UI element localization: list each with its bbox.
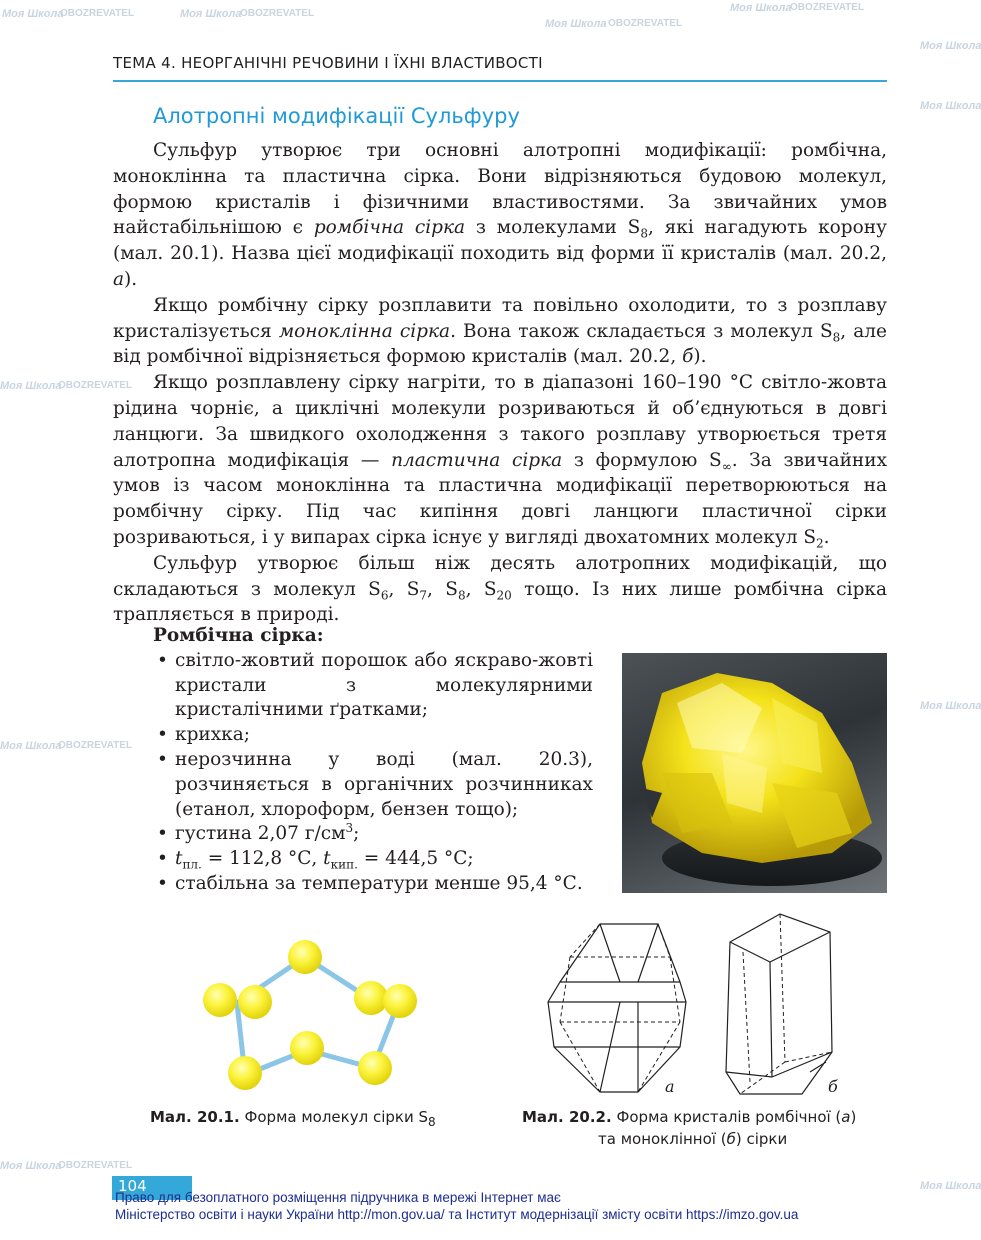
watermark: Моя Школа [180, 8, 242, 20]
body-text [113, 138, 887, 628]
section-title: Алотропні модифікації Сульфуру [153, 104, 520, 128]
watermark: Моя Школа [2, 8, 64, 20]
watermark: OBOZREVATEL [58, 380, 133, 391]
monoclinic-crystal [726, 914, 832, 1094]
s8-molecule-diagram [195, 935, 435, 1100]
sulfur-crystal-image [622, 653, 887, 893]
sulfur-atom [354, 981, 388, 1015]
footer-line: Право для безоплатного розміщення підручника в мережі Інтернет має [115, 1190, 561, 1205]
chapter-header: ТЕМА 4. НЕОРГАНІЧНІ РЕЧОВИНИ І ЇХНІ ВЛАСТИВОСТІ [113, 54, 543, 72]
watermark: Моя Школа [920, 40, 981, 52]
watermark: OBOZREVATEL [60, 8, 135, 19]
list-item: • світло-жовтий порошок або яскраво-жовті кристали з молекулярними кристалічними ґратками; [153, 649, 593, 723]
watermark: OBOZREVATEL [790, 2, 865, 13]
sulfur-atom [203, 983, 237, 1017]
page-number: 104 [118, 1177, 147, 1195]
watermark: Моя Школа [0, 740, 62, 752]
list-item: • стабільна за температури менше 95,4 °С. [153, 872, 593, 897]
header-divider [113, 80, 887, 82]
sulfur-atom [228, 1056, 262, 1090]
paragraph: Сульфур утворює три основні алотропні модифікації: ромбічна, моноклінна та пластична сірка. Вони відрізняються будовою молекул, формою кристалів і фізичними властивостями. За звичайних умов найстабільнішою є ромбічна сірка з молекулами $S_8$, які нагадують корону (мал. 20.1). Назва цієї модифікації походить від форми її кристалів (мал. 20.2, а). [113, 140, 887, 290]
list-item: • густина 2,07 $г/см^3$; [153, 822, 593, 847]
watermark: Моя Школа [920, 100, 981, 112]
sulfur-crystal-photo [622, 653, 887, 893]
footer-line: Міністерство освіти і науки України http://mon.gov.ua/ та Інститут модернізації змісту освіти https://imzo.gov.ua [115, 1207, 799, 1222]
figure-caption-20-2: Мал. 20.2. Форма кристалів ромбічної (а) та моноклінної (б) сірки [522, 1108, 857, 1148]
list-item: • нерозчинна у воді (мал. 20.3), розчиняється в органічних розчинниках (етанол, хлороформ, бензен тощо); [153, 748, 593, 822]
paragraph: Якщо розплавлену сірку нагріти, то в діапазоні 160–190 °С світло-жовта рідина чорніє, а циклічні молекули розриваються й об’єднуються в довгі ланцюги. За швидкого охолодження з такого розплаву утворюється третя алотропна модифікація — пластична сірка з формулою $S_\infty$. За звичайних умов із часом моноклінна та пластична модифікації перетворюються на ромбічну сірку. Під час кипіння довгі ланцюги пластичної сірки розриваються, і у випарах сірка існує у вигляді двохатомних молекул $S_2$. [113, 372, 888, 551]
properties-list [153, 624, 593, 897]
watermark: OBOZREVATEL [58, 740, 133, 751]
watermark: OBOZREVATEL [608, 18, 683, 29]
watermark: Моя Школа [545, 18, 607, 30]
sulfur-atom [358, 1051, 392, 1085]
list-item: • крихка; [153, 723, 593, 748]
list-item: • $t_{пл.} = 112,8$ °С, $t_{кип.} = 444,5$ °С; [153, 847, 593, 872]
sulfur-atom [290, 1031, 324, 1065]
sulfur-atom [238, 985, 272, 1019]
watermark: Моя Школа [920, 1180, 981, 1192]
properties-heading: Ромбічна сірка: [153, 625, 324, 646]
watermark: Моя Школа [920, 700, 981, 712]
watermark: OBOZREVATEL [240, 8, 315, 19]
label-b: б [828, 1077, 838, 1096]
watermark: Моя Школа [730, 2, 792, 14]
watermark: Моя Школа [0, 1160, 62, 1172]
paragraph: Сульфур утворює більш ніж десять алотропних модифікацій, що складаються з молекул $S_6$, $S_7$, $S_8$, $S_{20}$ тощо. Із них лише ромбічна сірка трапляється в природі. [113, 552, 888, 626]
paragraph: Якщо ромбічну сірку розплавити та повільно охолодити, то з розплаву кристалізується моноклінна сірка. Вона також складається з молекул $S_8$, але від ромбічної відрізняється формою кристалів (мал. 20.2, б). [113, 294, 887, 368]
watermark: OBOZREVATEL [58, 1160, 133, 1171]
sulfur-atom [383, 984, 417, 1018]
label-a: а [665, 1077, 675, 1096]
sulfur-atom [288, 940, 322, 974]
crystal-forms-diagram [540, 912, 860, 1097]
license-footer [115, 1189, 895, 1223]
rhombic-crystal [548, 924, 686, 1092]
figure-caption-20-1: Мал. 20.1. Форма молекул сірки $S_8$ [150, 1108, 436, 1129]
watermark: Моя Школа [0, 380, 62, 392]
